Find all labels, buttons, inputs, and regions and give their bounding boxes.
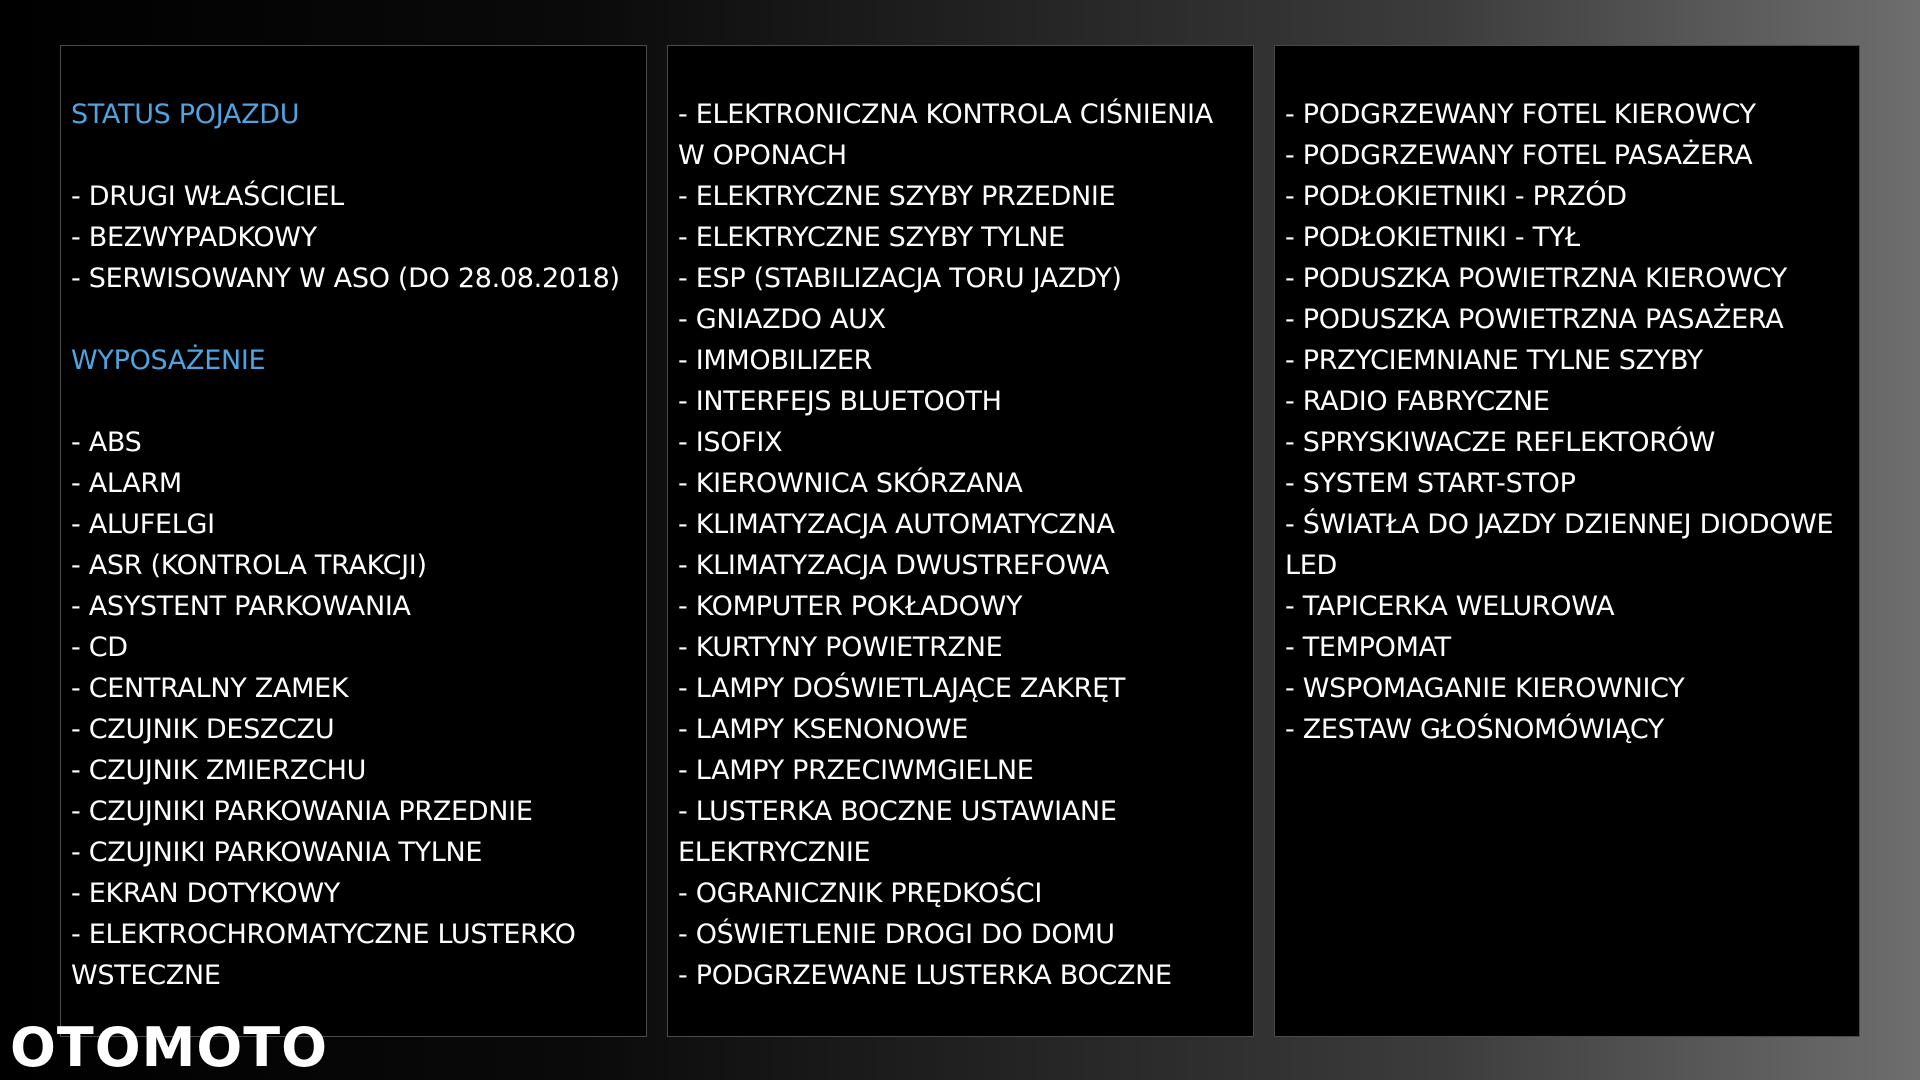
equipment-item: - ŚWIATŁA DO JAZDY DZIENNEJ DIODOWE: [1285, 509, 1834, 540]
status-item: - SERWISOWANY W ASO (DO 28.08.2018): [71, 263, 620, 294]
equipment-item: - SYSTEM START-STOP: [1285, 468, 1576, 499]
features-panel-2: [667, 45, 1254, 1037]
spacer: [71, 381, 646, 422]
equipment-item: - PODŁOKIETNIKI - TYŁ: [1285, 222, 1580, 253]
equipment-item: - PODGRZEWANY FOTEL PASAŻERA: [1285, 140, 1753, 171]
features-panel-3: [1274, 45, 1860, 1037]
equipment-item: - WSPOMAGANIE KIEROWNICY: [1285, 673, 1685, 704]
equipment-item: LED: [1285, 550, 1337, 581]
equipment-item: - KOMPUTER POKŁADOWY: [678, 591, 1023, 622]
equipment-item: - ALARM: [71, 468, 182, 499]
equipment-item: - LAMPY KSENONOWE: [678, 714, 968, 745]
spacer: [71, 299, 646, 340]
equipment-item: WSTECZNE: [71, 960, 221, 991]
equipment-item: - PODGRZEWANY FOTEL KIEROWCY: [1285, 99, 1756, 130]
equipment-item: - GNIAZDO AUX: [678, 304, 886, 335]
equipment-item: - TEMPOMAT: [1285, 632, 1451, 663]
equipment-item: - OŚWIETLENIE DROGI DO DOMU: [678, 919, 1115, 950]
equipment-item: - PRZYCIEMNIANE TYLNE SZYBY: [1285, 345, 1703, 376]
equipment-item: W OPONACH: [678, 140, 847, 171]
equipment-item: - ELEKTRONICZNA KONTROLA CIŚNIENIA: [678, 99, 1213, 130]
equipment-item: - CD: [71, 632, 128, 663]
equipment-item: - ZESTAW GŁOŚNOMÓWIĄCY: [1285, 714, 1665, 745]
equipment-item: - CENTRALNY ZAMEK: [71, 673, 349, 704]
equipment-item: - OGRANICZNIK PRĘDKOŚCI: [678, 878, 1043, 909]
equipment-heading: WYPOSAŻENIE: [71, 345, 266, 376]
equipment-item: - PODUSZKA POWIETRZNA KIEROWCY: [1285, 263, 1787, 294]
equipment-item: - ELEKTRYCZNE SZYBY PRZEDNIE: [678, 181, 1116, 212]
status-heading: STATUS POJAZDU: [71, 99, 300, 130]
equipment-item: - KURTYNY POWIETRZNE: [678, 632, 1003, 663]
equipment-item: - ASR (KONTROLA TRAKCJI): [71, 550, 427, 581]
equipment-item: - KIEROWNICA SKÓRZANA: [678, 468, 1023, 499]
equipment-item: - ALUFELGI: [71, 509, 215, 540]
equipment-item: - CZUJNIKI PARKOWANIA TYLNE: [71, 837, 483, 868]
equipment-item: - ELEKTROCHROMATYCZNE LUSTERKO: [71, 919, 576, 950]
equipment-item: - TAPICERKA WELUROWA: [1285, 591, 1615, 622]
equipment-item: - ESP (STABILIZACJA TORU JAZDY): [678, 263, 1122, 294]
equipment-item: - LAMPY DOŚWIETLAJĄCE ZAKRĘT: [678, 673, 1126, 704]
equipment-item: - PODŁOKIETNIKI - PRZÓD: [1285, 181, 1627, 212]
equipment-item: - CZUJNIK ZMIERZCHU: [71, 755, 367, 786]
equipment-item: - KLIMATYZACJA AUTOMATYCZNA: [678, 509, 1115, 540]
equipment-item: - ABS: [71, 427, 142, 458]
equipment-item: - SPRYSKIWACZE REFLEKTORÓW: [1285, 427, 1716, 458]
equipment-item: - ASYSTENT PARKOWANIA: [71, 591, 411, 622]
equipment-item: - IMMOBILIZER: [678, 345, 873, 376]
equipment-item: - CZUJNIKI PARKOWANIA PRZEDNIE: [71, 796, 533, 827]
equipment-item: - EKRAN DOTYKOWY: [71, 878, 340, 909]
status-item: - BEZWYPADKOWY: [71, 222, 317, 253]
equipment-item: - ISOFIX: [678, 427, 783, 458]
status-item: - DRUGI WŁAŚCICIEL: [71, 181, 344, 212]
equipment-item: - INTERFEJS BLUETOOTH: [678, 386, 1002, 417]
equipment-item: - LUSTERKA BOCZNE USTAWIANE: [678, 796, 1117, 827]
equipment-item: - PODUSZKA POWIETRZNA PASAŻERA: [1285, 304, 1784, 335]
equipment-item: - RADIO FABRYCZNE: [1285, 386, 1550, 417]
equipment-item: - ELEKTRYCZNE SZYBY TYLNE: [678, 222, 1065, 253]
equipment-item: - PODGRZEWANE LUSTERKA BOCZNE: [678, 960, 1172, 991]
otomoto-logo: OTOMOTO: [10, 1016, 329, 1079]
equipment-item: ELEKTRYCZNIE: [678, 837, 871, 868]
equipment-item: - KLIMATYZACJA DWUSTREFOWA: [678, 550, 1109, 581]
spacer: [71, 135, 646, 176]
equipment-item: - LAMPY PRZECIWMGIELNE: [678, 755, 1034, 786]
equipment-item: - CZUJNIK DESZCZU: [71, 714, 335, 745]
features-panel-1: [60, 45, 647, 1037]
